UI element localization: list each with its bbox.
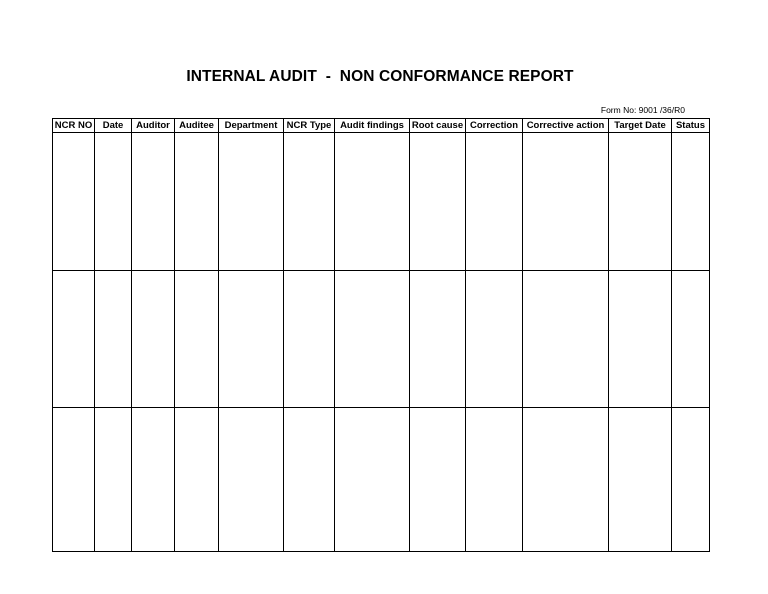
- cell-department[interactable]: [219, 408, 284, 552]
- cell-target-date[interactable]: [609, 271, 672, 408]
- cell-auditor[interactable]: [132, 408, 175, 552]
- cell-audit-findings[interactable]: [335, 133, 410, 271]
- cell-target-date[interactable]: [609, 133, 672, 271]
- cell-status[interactable]: [672, 133, 710, 271]
- header-status: Status: [672, 119, 710, 133]
- header-corrective-action: Corrective action: [523, 119, 609, 133]
- cell-corrective-action[interactable]: [523, 408, 609, 552]
- table-row: [53, 133, 710, 271]
- ncr-table: [52, 118, 710, 552]
- cell-ncr-type[interactable]: [284, 408, 335, 552]
- table-row: [53, 408, 710, 552]
- cell-target-date[interactable]: [609, 408, 672, 552]
- cell-root-cause[interactable]: [410, 271, 466, 408]
- cell-date[interactable]: [95, 133, 132, 271]
- header-row: [53, 119, 710, 133]
- cell-auditee[interactable]: [175, 133, 219, 271]
- cell-department[interactable]: [219, 133, 284, 271]
- header-target-date: Target Date: [609, 119, 672, 133]
- cell-root-cause[interactable]: [410, 408, 466, 552]
- cell-status[interactable]: [672, 408, 710, 552]
- header-date: Date: [95, 119, 132, 133]
- cell-date[interactable]: [95, 271, 132, 408]
- cell-department[interactable]: [219, 271, 284, 408]
- table-row: [53, 271, 710, 408]
- cell-ncr-no[interactable]: [53, 408, 95, 552]
- header-auditee: Auditee: [175, 119, 219, 133]
- header-root-cause: Root cause: [410, 119, 466, 133]
- cell-ncr-no[interactable]: [53, 133, 95, 271]
- cell-auditee[interactable]: [175, 271, 219, 408]
- cell-auditee[interactable]: [175, 408, 219, 552]
- cell-correction[interactable]: [466, 133, 523, 271]
- header-correction: Correction: [466, 119, 523, 133]
- cell-ncr-type[interactable]: [284, 271, 335, 408]
- cell-audit-findings[interactable]: [335, 271, 410, 408]
- cell-ncr-no[interactable]: [53, 271, 95, 408]
- cell-status[interactable]: [672, 271, 710, 408]
- cell-correction[interactable]: [466, 271, 523, 408]
- cell-audit-findings[interactable]: [335, 408, 410, 552]
- report-title: INTERNAL AUDIT - NON CONFORMANCE REPORT: [186, 68, 574, 85]
- cell-auditor[interactable]: [132, 271, 175, 408]
- form-number: Form No: 9001 /36/R0: [600, 105, 685, 115]
- cell-corrective-action[interactable]: [523, 133, 609, 271]
- header-auditor: Auditor: [132, 119, 175, 133]
- cell-corrective-action[interactable]: [523, 271, 609, 408]
- header-ncr-type: NCR Type: [284, 119, 335, 133]
- cell-correction[interactable]: [466, 408, 523, 552]
- header-ncr-no: NCR NO: [53, 119, 95, 133]
- header-department: Department: [219, 119, 284, 133]
- header-audit-findings: Audit findings: [335, 119, 410, 133]
- cell-root-cause[interactable]: [410, 133, 466, 271]
- cell-date[interactable]: [95, 408, 132, 552]
- cell-ncr-type[interactable]: [284, 133, 335, 271]
- cell-auditor[interactable]: [132, 133, 175, 271]
